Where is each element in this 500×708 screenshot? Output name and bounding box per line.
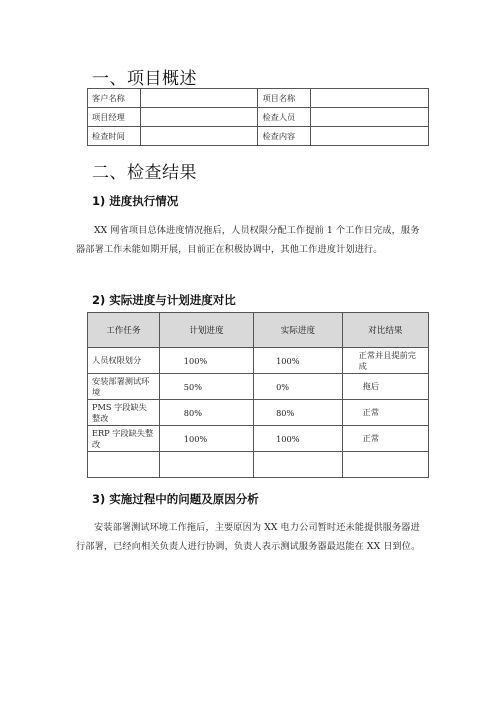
section2-title: 二、检查结果 [92,163,197,183]
table-row [88,400,429,426]
task-cell [88,452,160,478]
label-cell: 项目名称 [258,89,311,108]
result-cell [342,452,428,478]
header-cell: 实际进度 [254,313,343,348]
table-row [88,374,429,400]
actual-cell: 100% [254,426,343,452]
label-cell: 检查时间 [88,127,141,146]
header-cell: 计划进度 [159,313,253,348]
plan-cell [159,452,253,478]
header-cell: 对比结果 [342,313,428,348]
plan-cell: 100% [159,426,253,452]
task-cell: 人员权限划分 [88,348,160,374]
result-cell: 正常 [342,400,428,426]
task-cell: ERP 字段缺失整改 [88,426,160,452]
plan-cell: 80% [159,400,253,426]
table-row [88,452,429,478]
task-cell: PMS 字段缺失整改 [88,400,160,426]
label-cell: 项目经理 [88,108,141,127]
subsection2-title: 2) 实际进度与计划进度对比 [92,293,236,307]
label-cell: 检查人员 [258,108,311,127]
header-cell: 工作任务 [88,313,160,348]
table-header-row [88,313,429,348]
issue-analysis-paragraph: 安装部署测试环境工作拖后，主要原因为 XX 电力公司暂时还未能提供服务器进行部署，已经向相关负责人进行协调，负责人表示测试服务器最迟能在 XX 日到位。 [76,522,421,552]
value-cell [140,108,258,127]
project-overview-table [87,88,429,146]
label-cell: 客户名称 [88,89,141,108]
progress-paragraph: XX 网省项目总体进度情况拖后，人员权限分配工作提前 1 个工作日完成，服务器部署工作未能如期开展，目前正在积极协调中，其他工作进度计划进行。 [76,225,420,255]
actual-cell: 0% [254,374,343,400]
value-cell [140,127,258,146]
value-cell [311,108,429,127]
result-cell: 正常并且提前完成 [342,348,428,374]
table-row [88,127,429,146]
value-cell [311,127,429,146]
value-cell [140,89,258,108]
actual-cell: 100% [254,348,343,374]
table-row [88,348,429,374]
table-row [88,426,429,452]
subsection3-title: 3) 实施过程中的问题及原因分析 [92,492,259,506]
section1-title: 一、项目概述 [92,69,197,89]
value-cell [311,89,429,108]
task-cell: 安装部署测试环境 [88,374,160,400]
progress-comparison-table [87,312,429,478]
label-cell: 检查内容 [258,127,311,146]
table-row [88,108,429,127]
result-cell: 正常 [342,426,428,452]
table-row [88,89,429,108]
subsection1-title: 1) 进度执行情况 [92,194,179,208]
actual-cell: 80% [254,400,343,426]
plan-cell: 100% [159,348,253,374]
result-cell: 拖后 [342,374,428,400]
plan-cell: 50% [159,374,253,400]
actual-cell [254,452,343,478]
